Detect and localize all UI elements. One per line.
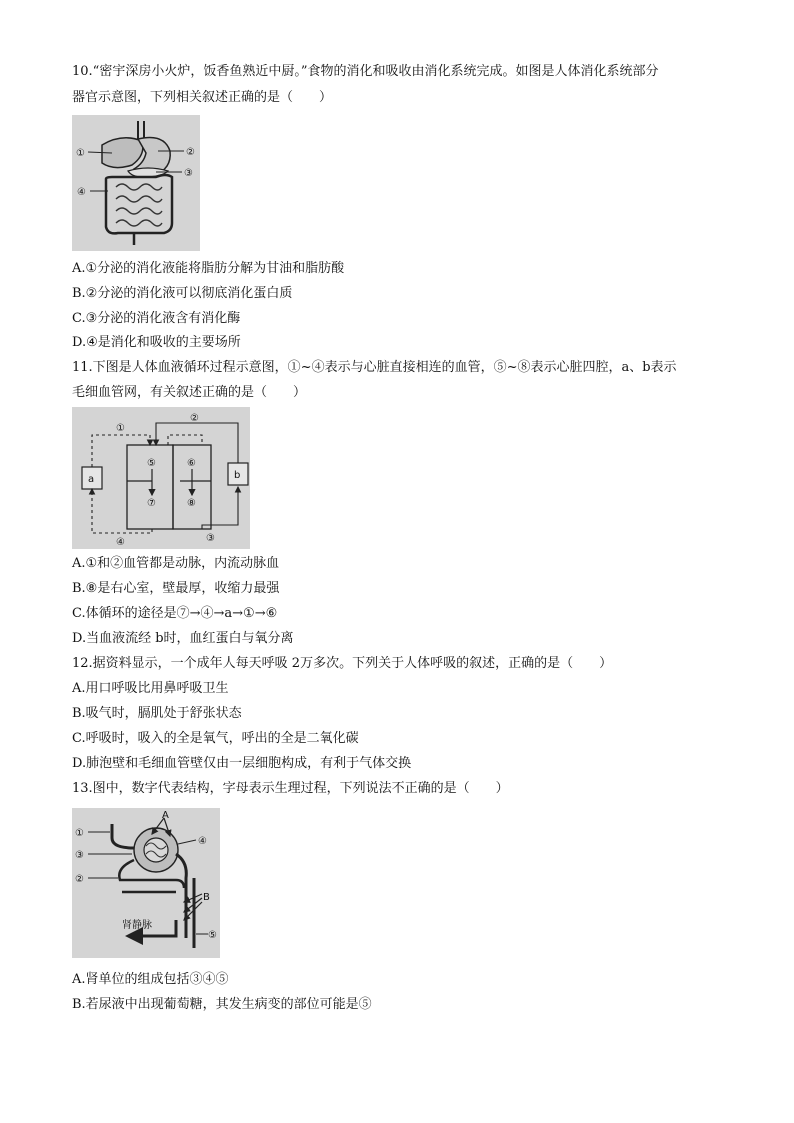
q10-option-a: A.①分泌的消化液能将脂肪分解为甘油和脂肪酸 xyxy=(72,261,345,276)
label-v2: ② xyxy=(190,413,199,424)
q10-option-c: C.③分泌的消化液含有消化酶 xyxy=(72,311,241,326)
q13-stem: 13.图中，数字代表结构，字母表示生理过程，下列说法不正确的是（ ） xyxy=(72,781,509,796)
label-3: ③ xyxy=(184,168,193,179)
label-a: a xyxy=(88,474,95,485)
nephron-figure xyxy=(72,808,220,958)
label-2: ② xyxy=(186,147,195,158)
q13-option-a: A.肾单位的组成包括③④⑤ xyxy=(72,972,229,987)
q12-option-a: A.用口呼吸比用鼻呼吸卫生 xyxy=(72,681,229,696)
q11-option-d: D.当血液流经 b时，血红蛋白与氧分离 xyxy=(72,631,294,646)
q11-stem-line2: 毛细血管网，有关叙述正确的是（ ） xyxy=(72,385,307,400)
q10-stem-line2: 器官示意图，下列相关叙述正确的是（ ） xyxy=(72,90,333,105)
label-5: ⑤ xyxy=(147,458,156,469)
label-n4: ④ xyxy=(198,836,207,847)
q11-stem-line1: 11.下图是人体血液循环过程示意图，①~④表示与心脏直接相连的血管，⑤~⑧表示心脏四腔，a、b表示 xyxy=(72,360,677,375)
label-n1: ① xyxy=(75,828,84,839)
q10-stem-line1: 10.“密宇深房小火炉，饭香鱼熟近中厨。”食物的消化和吸收由消化系统完成。如图是人体消化系统部分 xyxy=(72,64,659,79)
label-n3: ③ xyxy=(75,850,84,861)
label-A: A xyxy=(162,810,169,821)
q12-option-d: D.肺泡壁和毛细血管壁仅由一层细胞构成，有利于气体交换 xyxy=(72,756,412,771)
label-1: ① xyxy=(76,148,85,159)
q12-option-b: B.吸气时，膈肌处于舒张状态 xyxy=(72,706,242,721)
label-v1: ① xyxy=(116,423,125,434)
q10-option-d: D.④是消化和吸收的主要场所 xyxy=(72,335,241,350)
label-B: B xyxy=(203,892,210,903)
q12-option-c: C.呼吸时，吸入的全是氧气，呼出的全是二氧化碳 xyxy=(72,731,359,746)
label-8: ⑧ xyxy=(187,498,196,509)
q13-option-b: B.若尿液中出现葡萄糖，其发生病变的部位可能是⑤ xyxy=(72,997,372,1012)
q12-stem: 12.据资料显示，一个成年人每天呼吸 2万多次。下列关于人体呼吸的叙述，正确的是（ ） xyxy=(72,656,613,671)
label-4: ④ xyxy=(77,187,86,198)
label-v4: ④ xyxy=(116,537,125,548)
q10-option-b: B.②分泌的消化液可以彻底消化蛋白质 xyxy=(72,286,293,301)
label-n2: ② xyxy=(75,874,84,885)
label-n5: ⑤ xyxy=(208,930,217,941)
label-6: ⑥ xyxy=(187,458,196,469)
q11-option-c: C.体循环的途径是⑦→④→a→①→⑥ xyxy=(72,606,278,621)
label-v3: ③ xyxy=(206,533,215,544)
q11-option-a: A.①和②血管都是动脉，内流动脉血 xyxy=(72,556,280,571)
label-7: ⑦ xyxy=(147,498,156,509)
blood-circulation-figure xyxy=(72,407,250,549)
q11-option-b: B.⑧是右心室，壁最厚，收缩力最强 xyxy=(72,581,280,596)
digestive-system-figure xyxy=(72,115,200,251)
label-renal-vein: 肾静脉 xyxy=(122,920,152,931)
label-b: b xyxy=(234,470,241,481)
